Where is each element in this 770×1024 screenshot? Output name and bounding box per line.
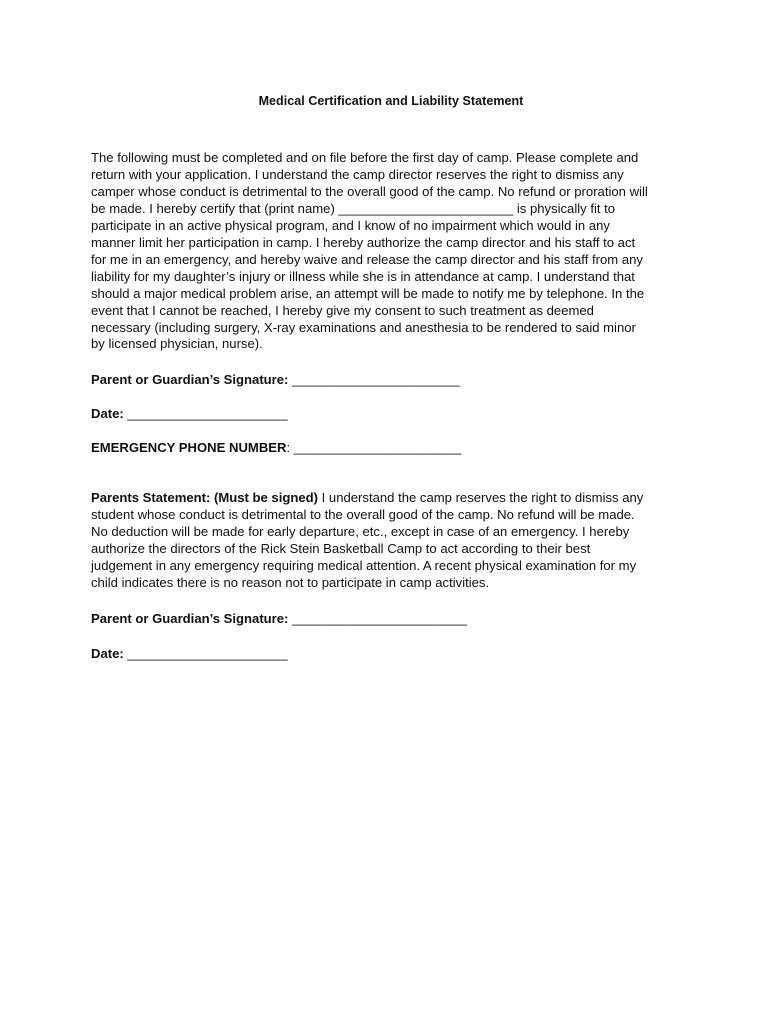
parents-statement-paragraph xyxy=(91,490,691,592)
parents-statement-line: student whose conduct is detrimental to the overall good of the camp. No refund will be made. xyxy=(91,507,635,523)
intro-line: be made. I hereby certify that (print name) ________________________ is physically fit to xyxy=(91,200,616,216)
parents-statement-line: judgement in any emergency requiring medical attention. A recent physical examination for my xyxy=(91,558,637,574)
intro-line: participate in an active physical program, and I know of no impairment which would in any xyxy=(91,217,610,233)
intro-line: liability for my daughter’s injury or illness while she is in attendance at camp. I understand that xyxy=(91,268,635,284)
parents-statement-line: authorize the directors of the Rick Stein Basketball Camp to act according to their best xyxy=(91,541,591,557)
parents-statement-lead: Parents Statement: (Must be signed) xyxy=(91,490,318,506)
guardian-signature-line[interactable]: ________________________ xyxy=(292,611,467,627)
date-label: Date: xyxy=(91,406,124,422)
intro-line: camper whose conduct is detrimental to the overall good of the camp. No refund or proration will xyxy=(91,183,648,199)
emergency-phone-label: EMERGENCY PHONE NUMBER xyxy=(91,440,287,456)
date-line[interactable]: ______________________ xyxy=(127,646,288,662)
intro-line: should a major medical problem arise, an attempt will be made to notify me by telephone. In the xyxy=(91,285,645,301)
intro-line: by licensed physician, nurse). xyxy=(91,336,263,352)
date-line[interactable]: ______________________ xyxy=(127,406,288,422)
parents-statement-first-line xyxy=(91,490,691,507)
guardian-signature-field-2[interactable] xyxy=(91,610,691,627)
guardian-signature-field-1[interactable] xyxy=(91,371,691,388)
date-field-1[interactable] xyxy=(91,405,691,422)
guardian-signature-line[interactable]: _______________________ xyxy=(292,372,460,388)
document-title: Medical Certification and Liability Statement xyxy=(258,94,524,108)
intro-line: for me in an emergency, and hereby waive and release the camp director and his staff from any xyxy=(91,251,643,267)
intro-paragraph xyxy=(91,150,691,353)
document-page xyxy=(91,94,691,662)
emergency-phone-field[interactable] xyxy=(91,439,691,456)
intro-line: The following must be completed and on file before the first day of camp. Please complete and xyxy=(91,150,639,165)
parents-statement-first-rest: I understand the camp reserves the right to dismiss any xyxy=(318,490,644,506)
date-field-2[interactable] xyxy=(91,645,691,662)
emergency-phone-line[interactable]: _______________________ xyxy=(293,440,462,456)
intro-line: return with your application. I understand the camp director reserves the right to dismiss any xyxy=(91,166,624,182)
guardian-signature-label: Parent or Guardian’s Signature: xyxy=(91,372,289,388)
emergency-phone-colon: : xyxy=(286,440,291,456)
parents-statement-line: No deduction will be made for early departure, etc., except in case of an emergency. I hereby xyxy=(91,524,630,540)
intro-line: event that I cannot be reached, I hereby give my consent to such treatment as deemed xyxy=(91,302,594,318)
guardian-signature-label: Parent or Guardian’s Signature: xyxy=(91,611,289,627)
date-label: Date: xyxy=(91,646,124,662)
intro-line: manner limit her participation in camp. I hereby authorize the camp director and his staff to act xyxy=(91,234,636,250)
parents-statement-line: child indicates there is no reason not to participate in camp activities. xyxy=(91,575,490,591)
intro-line: necessary (including surgery, X-ray examinations and anesthesia to be rendered to said minor xyxy=(91,319,636,335)
